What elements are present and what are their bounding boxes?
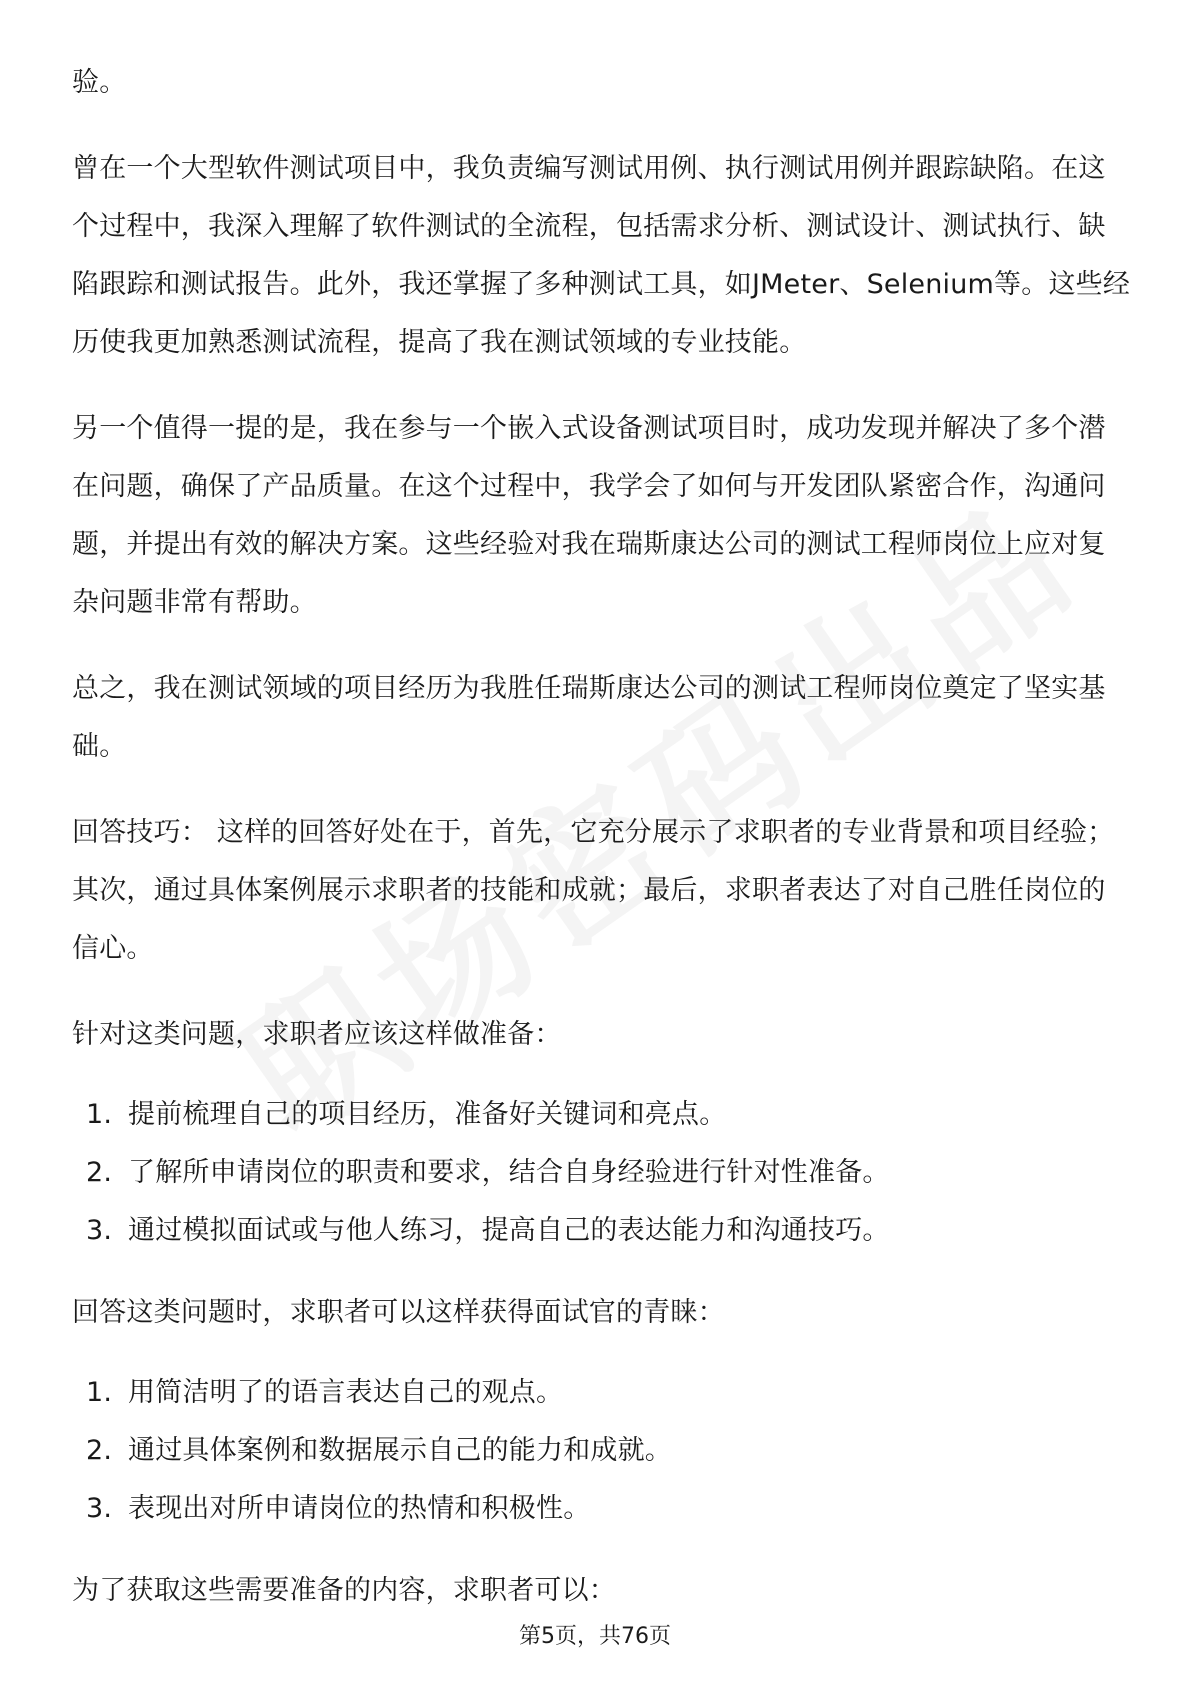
paragraph-project-experience: 曾在一个大型软件测试项目中，我负责编写测试用例、执行测试用例并跟踪缺陷。在这个过程中，我深入理解了软件测试的全流程，包括需求分析、测试设计、测试执行、缺陷跟踪和测试报告。此外，我还掌握了多种测试工具，如JMeter、Selenium等。这些经历使我更加熟悉测试流程，提高了我在测试领域的专业技能。	[72, 153, 1131, 358]
list-number: 1.	[86, 1377, 113, 1408]
list-item	[72, 1480, 1132, 1538]
list-item	[72, 1086, 1132, 1144]
list-text: 了解所申请岗位的职责和要求，结合自身经验进行针对性准备。	[128, 1157, 890, 1188]
paragraph-impress-intro: 回答这类问题时，求职者可以这样获得面试官的青睐：	[72, 1297, 725, 1328]
paragraph-embedded-project: 另一个值得一提的是，我在参与一个嵌入式设备测试项目时，成功发现并解决了多个潜在问题，确保了产品质量。在这个过程中，我学会了如何与开发团队紧密合作，沟通问题，并提出有效的解决方案。这些经验对我在瑞斯康达公司的测试工程师岗位上应对复杂问题非常有帮助。	[72, 413, 1106, 618]
document-body	[72, 54, 1132, 1648]
list-text: 表现出对所申请岗位的热情和积极性。	[128, 1493, 591, 1524]
list-number: 3.	[86, 1493, 113, 1524]
paragraph-answer-tips: 回答技巧： 这样的回答好处在于，首先，它充分展示了求职者的专业背景和项目经验；其次，通过具体案例展示求职者的技能和成就；最后，求职者表达了对自己胜任岗位的信心。	[72, 817, 1115, 964]
list-item	[72, 1202, 1132, 1260]
list-item	[72, 1144, 1132, 1202]
list-number: 3.	[86, 1215, 113, 1246]
page-number: 第5页，共76页	[519, 1624, 671, 1649]
list-text: 用简洁明了的语言表达自己的观点。	[128, 1377, 564, 1408]
list-number: 2.	[86, 1157, 113, 1188]
list-item	[72, 1364, 1132, 1422]
paragraph-summary: 总之，我在测试领域的项目经历为我胜任瑞斯康达公司的测试工程师岗位奠定了坚实基础。	[72, 673, 1106, 762]
list-text: 通过具体案例和数据展示自己的能力和成就。	[128, 1435, 672, 1466]
list-text: 提前梳理自己的项目经历，准备好关键词和亮点。	[128, 1099, 727, 1130]
paragraph-preparation-intro: 针对这类问题，求职者应该这样做准备：	[72, 1019, 562, 1050]
list-item	[72, 1422, 1132, 1480]
list-text: 通过模拟面试或与他人练习，提高自己的表达能力和沟通技巧。	[128, 1215, 890, 1246]
list-number: 2.	[86, 1435, 113, 1466]
impress-list	[72, 1364, 1132, 1538]
paragraph-obtain-intro: 为了获取这些需要准备的内容，求职者可以：	[72, 1575, 616, 1606]
list-number: 1.	[86, 1099, 113, 1130]
paragraph-continuation: 验。	[72, 67, 127, 98]
preparation-list	[72, 1086, 1132, 1260]
